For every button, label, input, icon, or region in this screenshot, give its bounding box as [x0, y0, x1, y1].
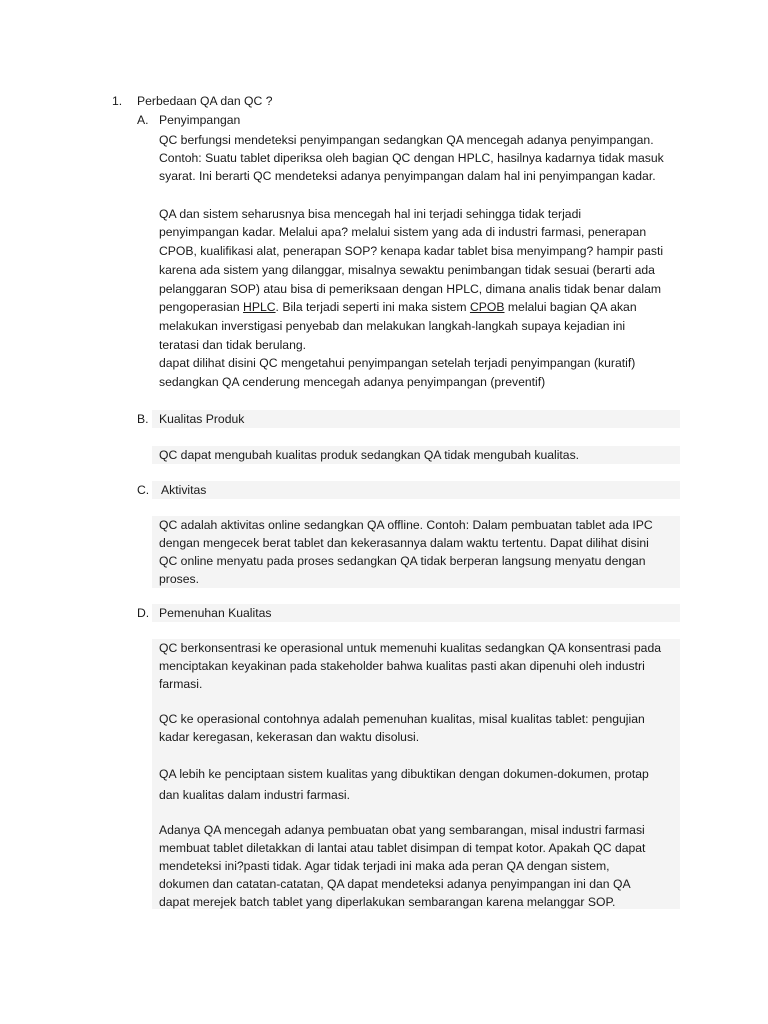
shade-heading-c: [152, 481, 680, 499]
section-d-p4-line: Adanya QA mencegah adanya pembuatan obat yang sembarangan, misal industri farmasi: [159, 823, 645, 837]
question-title: Perbedaan QA dan QC ?: [137, 94, 273, 108]
section-d-p1-line: farmasi.: [159, 677, 203, 691]
section-c-p1-line: proses.: [159, 572, 199, 586]
section-b-p1: QC dapat mengubah kualitas produk sedangkan QA tidak mengubah kualitas.: [159, 448, 580, 462]
section-a-p2-line: karena ada sistem yang dilanggar, misalnya sewaktu penimbangan tidak sesuai (berarti ada: [159, 263, 655, 277]
section-a-p2-line: pelanggaran SOP) atau bisa di pemeriksaan dengan HPLC, dimana analis tidak benar dalam: [159, 282, 662, 296]
section-d-p2-line: kadar keregasan, kekerasan dan waktu disolusi.: [159, 730, 420, 744]
section-a-p1-line: syarat. Ini berarti QC mendeteksi adanya penyimpangan dalam hal ini penyimpangan kadar.: [159, 169, 656, 183]
section-a-p1-line: QC berfungsi mendeteksi penyimpangan sedangkan QA mencegah adanya penyimpangan.: [159, 133, 654, 147]
section-d-p1-line: QC berkonsentrasi ke operasional untuk memenuhi kualitas sedangkan QA konsentrasi pada: [159, 641, 662, 655]
section-a-p1-line: Contoh: Suatu tablet diperiksa oleh bagian QC dengan HPLC, hasilnya kadarnya tidak masuk: [159, 151, 664, 165]
section-c-p1-line: dengan mengecek berat tablet dan kekerasannya dalam waktu tertentu. Dapat dilihat disini: [159, 536, 649, 550]
section-a-p2-line: sedangkan QA cenderung mencegah adanya penyimpangan (preventif): [159, 375, 546, 389]
section-a-p2-line: CPOB, kualifikasi alat, penerapan SOP? kenapa kadar tablet bisa menyimpang? hampir pasti: [159, 244, 664, 258]
section-d-p1-line: menciptakan keyakinan pada stakeholder bahwa kualitas pasti akan dipenuhi oleh industri: [159, 659, 645, 673]
section-c-p1-line: QC adalah aktivitas online sedangkan QA offline. Contoh: Dalam pembuatan tablet ada IPC: [159, 518, 653, 532]
section-d-p4-line: mendeteksi ini?pasti tidak. Agar tidak terjadi ini maka ada peran QA dengan sistem,: [159, 859, 610, 873]
section-a-p2-line: penyimpangan kadar. Melalui apa? melalui sistem yang ada di industri farmasi, penerapan: [159, 225, 647, 239]
section-d-letter: D.: [137, 606, 150, 620]
section-a-p2-line: dapat dilihat disini QC mengetahui penyimpangan setelah terjadi penyimpangan (kuratif): [159, 356, 636, 370]
section-a-p2-line: teratasi dan tidak berulang.: [159, 338, 307, 352]
section-c-heading: Aktivitas: [161, 483, 207, 497]
section-c-p1-line: QC online menyatu pada proses sedangkan QA tidak berperan langsung menyatu dengan: [159, 554, 646, 568]
section-a-p2-line: QA dan sistem seharusnya bisa mencegah hal ini terjadi sehingga tidak terjadi: [159, 207, 582, 221]
section-d-p4-line: membuat tablet diletakkan di lantai atau tablet disimpan di tempat kotor. Apakah QC dapat: [159, 841, 646, 855]
section-d-p4-line: dapat merejek batch tablet yang diperlakukan sembarangan karena melanggar SOP.: [159, 895, 616, 909]
section-a-p2-line-6: [159, 298, 637, 316]
section-b-letter: B.: [137, 412, 149, 426]
section-b-heading: Kualitas Produk: [159, 412, 245, 426]
text-run: . Bila terjadi seperti ini maka sistem: [275, 300, 470, 314]
section-d-p2-line: QC ke operasional contohnya adalah pemenuhan kualitas, misal kualitas tablet: pengujian: [159, 712, 645, 726]
section-a-heading: Penyimpangan: [159, 113, 241, 127]
cpob-link[interactable]: CPOB: [469, 300, 505, 314]
section-a-p2-line: melakukan inverstigasi penyebab dan melakukan langkah-langkah supaya kejadian ini: [159, 319, 626, 333]
question-number: 1.: [112, 94, 123, 108]
section-d-p4-line: dokumen dan catatan-catatan, QA dapat mendeteksi adanya penyimpangan ini dan QA: [159, 877, 631, 891]
text-run: melalui bagian QA akan: [504, 300, 637, 314]
section-d-heading: Pemenuhan Kualitas: [159, 606, 272, 620]
text-run: pengoperasian: [159, 300, 244, 314]
section-a-letter: A.: [137, 113, 149, 127]
section-d-p3-line: QA lebih ke penciptaan sistem kualitas yang dibuktikan dengan dokumen-dokumen, protap: [159, 767, 649, 781]
section-d-p3-line: dan kualitas dalam industri farmasi.: [159, 788, 351, 802]
hplc-link[interactable]: HPLC: [243, 300, 276, 314]
section-c-letter: C.: [137, 483, 150, 497]
